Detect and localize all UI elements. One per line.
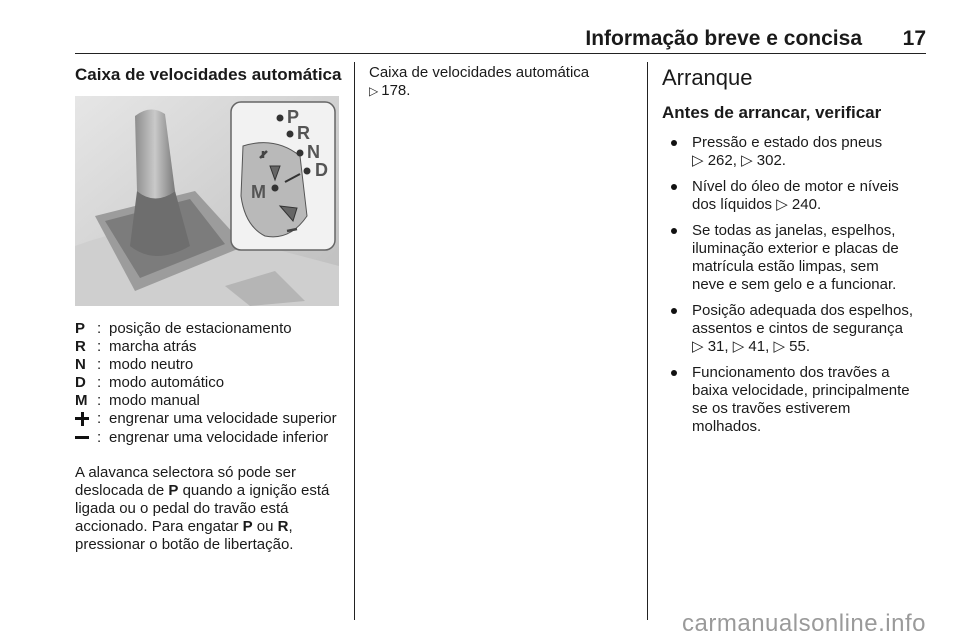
legend-row-r	[75, 338, 345, 356]
column-middle	[369, 64, 639, 100]
legend-row-p	[75, 320, 345, 338]
minus-icon	[75, 431, 89, 445]
legend-row-plus	[75, 410, 345, 429]
section-title-arranque: Arranque	[662, 65, 753, 90]
gear-selector-illustration	[75, 96, 339, 306]
legend-text: modo automático	[109, 374, 225, 391]
gear-legend	[75, 320, 345, 448]
item-line: Funcionamento dos travões a	[692, 364, 890, 381]
release-button-paragraph	[75, 464, 345, 554]
legend-text: marcha atrás	[109, 338, 197, 355]
cross-reference-text: Caixa de velocidades automática	[369, 64, 590, 81]
legend-key: R	[75, 338, 86, 355]
checklist	[662, 134, 928, 436]
legend-colon: :	[97, 374, 102, 391]
legend-colon: :	[97, 410, 102, 427]
column-divider-1	[354, 62, 355, 620]
item-line: assentos e cintos de segurança	[692, 320, 903, 337]
checklist-item	[662, 134, 928, 170]
gear-label-n: N	[307, 142, 320, 162]
item-line: neve e sem gelo e a funcionar.	[692, 276, 897, 293]
cross-reference-page[interactable]: 178.	[381, 82, 411, 99]
legend-key: M	[75, 392, 88, 409]
legend-row-minus	[75, 429, 345, 448]
gear-label-m: M	[251, 182, 266, 202]
checklist-item	[662, 222, 928, 294]
header-rule	[75, 53, 926, 54]
legend-key: P	[75, 320, 86, 337]
checklist-item	[662, 364, 928, 436]
item-line: molhados.	[692, 418, 762, 435]
watermark: carmanualsonline.info	[682, 610, 926, 637]
legend-row-d	[75, 374, 345, 392]
legend-colon: :	[97, 392, 102, 409]
gear-selector-figure	[75, 96, 339, 306]
legend-colon: :	[97, 356, 102, 373]
page-header-title: Informação breve e concisa	[585, 27, 862, 50]
plus-icon	[75, 412, 89, 426]
para-text: quando a ignição está ligada ou o pedal do travão está accionado. Para engatar	[75, 482, 330, 535]
para-text: ou	[252, 518, 278, 535]
legend-key: N	[75, 356, 86, 373]
subsection-title: Antes de arrancar, verificar	[662, 103, 882, 122]
gear-label-p: P	[287, 107, 300, 127]
checklist-item	[662, 178, 928, 214]
section-title: Caixa de velocidades automática	[75, 65, 342, 84]
item-line: matrícula estão limpas, sem	[692, 258, 879, 275]
item-line: baixa velocidade, principalmente	[692, 382, 910, 399]
para-text: A alavanca selectora só pode ser deslocada de	[75, 464, 296, 499]
legend-key: D	[75, 374, 86, 391]
reference-arrow-icon: ▷	[369, 84, 379, 98]
item-line: iluminação exterior e placas de	[692, 240, 899, 257]
item-line: dos líquidos ▷ 240.	[692, 196, 822, 213]
para-bold: P	[242, 518, 253, 535]
item-refs[interactable]: ▷ 262, ▷ 302.	[692, 152, 786, 169]
item-line: Pressão e estado dos pneus	[692, 134, 883, 151]
gear-label-d: D	[315, 160, 328, 180]
legend-text: engrenar uma velocidade superior	[109, 410, 337, 427]
item-line: Nível do óleo de motor e níveis	[692, 178, 899, 195]
column-left	[75, 64, 345, 554]
item-line: Posição adequada dos espelhos,	[692, 302, 914, 319]
legend-text: modo manual	[109, 392, 200, 409]
page-number: 17	[902, 27, 926, 50]
legend-colon: :	[97, 429, 102, 446]
column-right	[662, 64, 928, 444]
legend-colon: :	[97, 338, 102, 355]
checklist-item	[662, 302, 928, 356]
para-bold: P	[168, 482, 179, 499]
column-divider-2	[647, 62, 648, 620]
para-text: , pressionar o botão de libertação.	[75, 518, 294, 553]
legend-text: engrenar uma velocidade inferior	[109, 429, 329, 446]
legend-text: posição de estacionamento	[109, 320, 292, 337]
item-line: Se todas as janelas, espelhos,	[692, 222, 896, 239]
cross-reference	[369, 64, 639, 100]
item-line: se os travões estiverem	[692, 400, 851, 417]
legend-text: modo neutro	[109, 356, 194, 373]
legend-colon: :	[97, 320, 102, 337]
item-refs[interactable]: ▷ 31, ▷ 41, ▷ 55.	[692, 338, 811, 355]
legend-row-n	[75, 356, 345, 374]
legend-row-m	[75, 392, 345, 410]
gear-label-r: R	[297, 123, 310, 143]
para-bold: R	[277, 518, 289, 535]
